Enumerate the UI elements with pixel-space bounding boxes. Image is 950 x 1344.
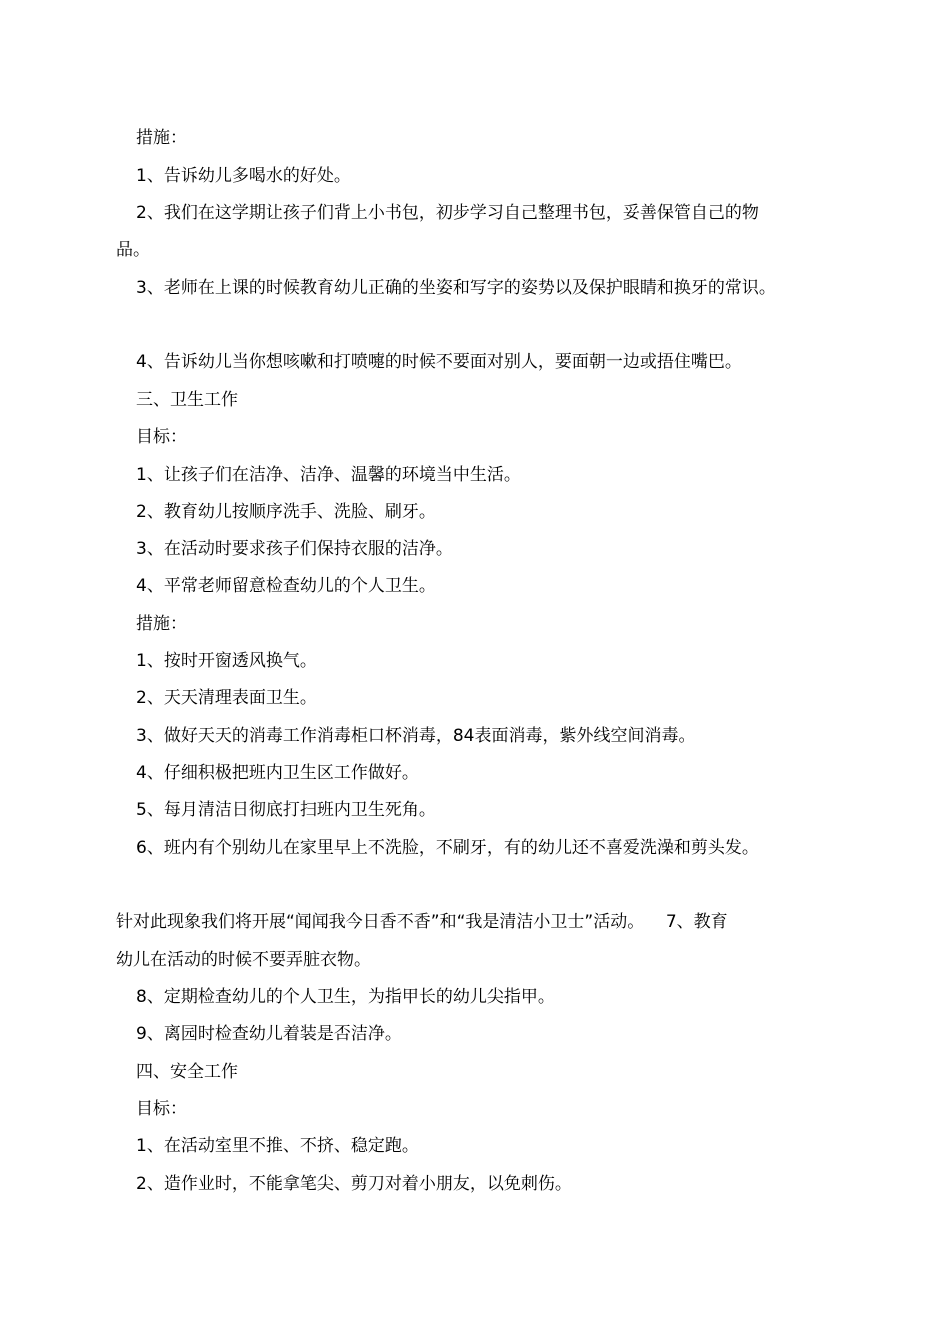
text-line: 4、仔细积极把班内卫生区工作做好。 (136, 763, 419, 783)
text-line: 5、每月清洁日彻底打扫班内卫生死角。 (136, 800, 436, 820)
text-line: 2、我们在这学期让孩子们背上小书包，初步学习自己整理书包，妥善保管自己的物 (136, 203, 759, 223)
text-line: 9、离园时检查幼儿着装是否洁净。 (136, 1024, 402, 1044)
text-line: 幼儿在活动的时候不要弄脏衣物。 (116, 950, 371, 970)
text-line: 2、教育幼儿按顺序洗手、洗脸、刷牙。 (136, 502, 436, 522)
text-line: 措施： (136, 128, 187, 148)
text-line: 4、告诉幼儿当你想咳嗽和打喷嚏的时候不要面对别人，要面朝一边或捂住嘴巴。 (136, 352, 742, 372)
text-line: 2、造作业时，不能拿笔尖、剪刀对着小朋友，以免刺伤。 (136, 1174, 572, 1194)
text-line: 目标： (136, 1099, 187, 1119)
text-line: 8、定期检查幼儿的个人卫生，为指甲长的幼儿尖指甲。 (136, 987, 555, 1007)
text-line: 1、让孩子们在洁净、洁净、温馨的环境当中生活。 (136, 465, 521, 485)
text-line: 4、平常老师留意检查幼儿的个人卫生。 (136, 576, 436, 596)
text-line: 品。 (116, 240, 150, 260)
text-line: 1、按时开窗透风换气。 (136, 651, 317, 671)
text-line: 3、在活动时要求孩子们保持衣服的洁净。 (136, 539, 453, 559)
section-heading: 四、安全工作 (136, 1062, 238, 1082)
text-line: 2、天天清理表面卫生。 (136, 688, 317, 708)
text-line: 措施： (136, 614, 187, 634)
text-line: 1、告诉幼儿多喝水的好处。 (136, 166, 351, 186)
text-line: 目标： (136, 427, 187, 447)
text-line: 针对此现象我们将开展“闻闻我今日香不香”和“我是清洁小卫士”活动。 7、教育 (116, 912, 728, 932)
text-line: 3、老师在上课的时候教育幼儿正确的坐姿和写字的姿势以及保护眼睛和换牙的常识。 (136, 278, 776, 298)
section-heading: 三、卫生工作 (136, 390, 238, 410)
text-line: 6、班内有个别幼儿在家里早上不洗脸，不刷牙，有的幼儿还不喜爱洗澡和剪头发。 (136, 838, 759, 858)
text-line: 1、在活动室里不推、不挤、稳定跑。 (136, 1136, 419, 1156)
text-line: 3、做好天天的消毒工作消毒柜口杯消毒，84表面消毒，紫外线空间消毒。 (136, 726, 696, 746)
